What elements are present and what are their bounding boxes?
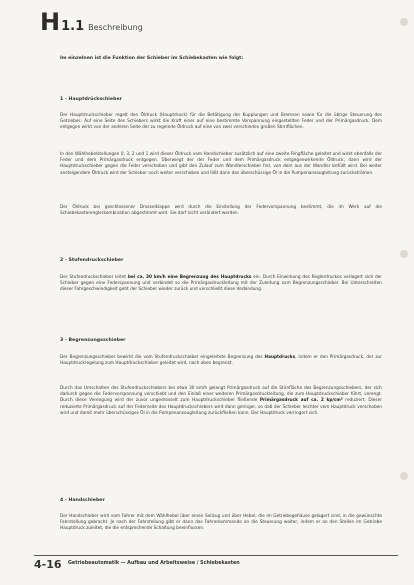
punch-hole xyxy=(400,250,408,258)
punch-hole xyxy=(400,472,408,480)
footer-text: Getriebeautomatik — Aufbau und Arbeitsweise / Schiebekasten xyxy=(68,561,240,566)
page-header xyxy=(40,10,143,34)
emphasis-text: Hauptdrucks xyxy=(264,355,296,360)
paragraph: Der Hauptdruckschieber regelt den Öldruck (Hauptdruck) für die Betätigung der Kupplungen und Bremsen sowie für die übrige Steuerung des Getriebes. Auf eine Seite des Schiebers wirkt die Kraft einer auf eine bestimmte Vorspannung eingestellten Feder und der Primärgasdruck. Dem entgegen wirkt von der anderen Seite der zu regelnde Öldruck auf eine von zwei verschieden großen Stirnflächen. xyxy=(60,113,382,131)
paragraph: Der Handschieber wird vom Fahrer mit dem Wählhebel über einen Seilzug und über Hebel, die im Getriebegehäuse gelagert sind, in die gewünschte Fahrstellung gebracht. Je nach der Fahrstellung gibt er dann das Fahrerkommando an die Steuerung weiter, indem er an den Stellen im Getriebe Hauptdruck zuleitet, die die entsprechende Schaltung beeinflussen. xyxy=(60,514,382,532)
paragraph: Der Stufendruckschieber leitet bei ca. 30 km/h eine Begrenzung des Hauptdrucks ein. Durch Einwirkung des Reglerdruckes verlagert sich der Schieber gegen eine Federspannung und verbindet so die Primärgasdruckleitung mit der Zuleitung zum Begrenzungsschieber. Bei Unterschreiten dieser Fahrgeschwindigkeit geht der Schieber wieder zurück und verschließt diese Verbindung. xyxy=(60,275,383,293)
paragraph: Durch das Umschalten des Stufendruckschiebers bei etwa 30 km/h gelangt Primärgasdruck auf die Stirnfläche des Begrenzungsschiebers, der sich dadurch gegen die Federvorspannung verschiebt und den Einlaß einer weiteren Primärgasdruckleitung, die zum Hauptdruckschieber führt, verengt. Durch diese Verengung wird der zuvor ungedrosselt zum Hauptdruckschieber fließende Primärgasdruck auf ca. 2 kp/cm² reduziert. Dieser reduzierte Primärgasdruck auf der Federseite des Hauptdruckschiebers wird dann geringer, so daß der Schieber leichter vom Hauptdruck verschoben wird und damit mehr überschüssiges Öl in die Pumpenansaugleitung zurückfließen kann. Der Hauptdruck verringert sich. xyxy=(60,386,382,416)
chapter-letter: H xyxy=(40,8,61,36)
section-heading: 2 - Stufendruckschieber xyxy=(60,258,124,263)
paragraph: Der Öldruck bei geschlossener Drosselklappe wird durch die Einstellung der Federvorspannung bestimmt, die im Werk auf die Schiebekastenreglerkombination abgestimmt wird. Sie darf nicht verändert werden. xyxy=(60,205,382,217)
emphasis-text: bei ca. 30 km/h eine Begrenzung des Hauptdrucks xyxy=(127,275,252,280)
paragraph: In den Wählhebelstellungen 0, 3, 2 und 1 wird dieser Öldruck vom Handschieber zusätzlich auf eine zweite Ringfläche geleitet und wirkt ebenfalls der Feder und dem Primärgasdruck entgegen. Überwiegt der der Feder und dem Primärgasdruck entgegenwirkende Öldruck, dann wird der Hauptdruckschieber gegen die Feder verschoben und gibt den Zulauf zum Wandlerschieber frei, von dem aus der Wandler befüllt wird. Bei weiter ansteigendem Öldruck wird der Schieber noch weiter verschoben und läßt dann das überschüssige Öl in die Pumpenansaugleitung zurückströmen. xyxy=(60,152,382,176)
section-heading: 1 - Hauptdrückschieber xyxy=(60,97,122,102)
page-number: 4-16 xyxy=(34,558,62,571)
intro-text: Im einzelnen ist die Funktion der Schieber im Schiebekasten wie folgt: xyxy=(60,56,244,61)
punch-hole xyxy=(400,18,408,26)
emphasis-text: Primärgasdruck auf ca. 2 kp/cm² xyxy=(259,398,343,404)
footer-divider xyxy=(34,555,398,556)
section-heading: 3 - Begrenzungsschieber xyxy=(60,338,126,343)
paragraph: Der Begrenzungsschieber bewirkt die vom Stufendruckschieber eingeleitete Begrenzung des Hauptdrucks, indem er den Primärgasdruck, der zur Hauptdruckregelung zum Hauptdruckschieber geleitet wird, nach oben begrenzt. xyxy=(60,355,382,367)
section-number: 1.1 xyxy=(61,19,85,34)
page-title: Beschreibung xyxy=(88,23,143,32)
section-heading: 4 - Handschieber xyxy=(60,498,105,503)
